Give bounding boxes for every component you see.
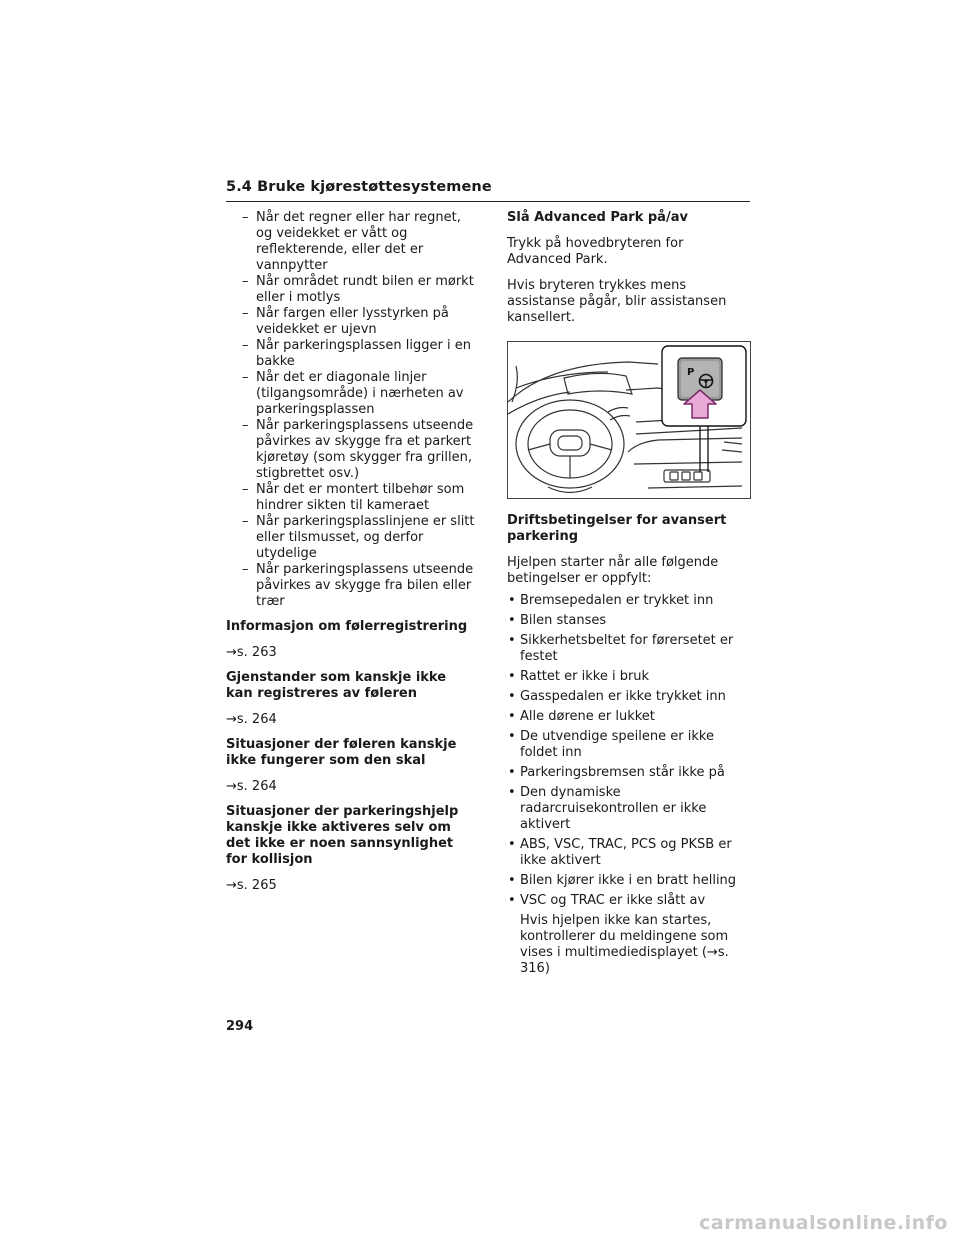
list-item: • ABS, VSC, TRAC, PCS og PKSB er ikke aktivert [507, 837, 751, 869]
list-item: • Den dynamiske radarcruisekontrollen er ikke aktivert [507, 785, 751, 833]
list-item: – Når parkeringsplasslinjene er slitt eller tilsmusset, og derfor utydelige [226, 514, 476, 562]
page-reference-link[interactable]: →s. 264 [226, 712, 277, 727]
page-reference-link[interactable]: →s. 263 [226, 645, 277, 660]
section-heading-undetectable-objects: Gjenstander som kanskje ikke kan registreres av føleren [226, 670, 447, 701]
park-button-label: P [687, 367, 695, 378]
section-heading-sensor-info: Informasjon om følerregistrering [226, 619, 468, 634]
section-heading-sensor-malfunction: Situasjoner der føleren kanskje ikke fungerer som den skal [226, 737, 457, 768]
right-column [507, 210, 751, 977]
list-item: – Når det er diagonale linjer (tilgangsområde) i nærheten av parkeringsplassen [226, 370, 476, 418]
list-item: • Bilen stanses [507, 613, 751, 629]
paragraph: Trykk på hovedbryteren for Advanced Park. [507, 236, 684, 267]
heading-advanced-park-toggle: Slå Advanced Park på/av [507, 210, 688, 225]
paragraph: Hvis bryteren trykkes mens assistanse pågår, blir assistansen kansellert. [507, 278, 727, 325]
condition-bullet-list [507, 593, 751, 909]
watermark: carmanualsonline.info [699, 1212, 948, 1234]
list-item: – Når parkeringsplassens utseende påvirkes av skygge fra bilen eller trær [226, 562, 476, 610]
list-item: • Gasspedalen er ikke trykket inn [507, 689, 751, 705]
list-item: • VSC og TRAC er ikke slått av [507, 893, 751, 909]
paragraph: Hjelpen starter når alle følgende betingelser er oppfylt: [507, 555, 719, 586]
list-item: – Når fargen eller lysstyrken på veidekket er ujevn [226, 306, 476, 338]
dashboard-illustration [507, 341, 751, 499]
condition-list [226, 210, 476, 610]
list-item: – Når parkeringsplassen ligger i en bakke [226, 338, 476, 370]
list-item: • De utvendige speilene er ikke foldet inn [507, 729, 751, 761]
list-item: • Bremsepedalen er trykket inn [507, 593, 751, 609]
heading-operating-conditions: Driftsbetingelser for avansert parkering [507, 513, 727, 544]
section-heading-unexpected-activation: Situasjoner der parkeringshjelp kanskje ikke aktiveres selv om det ikke er noen sannsynlighet for kollisjon [226, 804, 459, 867]
note-paragraph: Hvis hjelpen ikke kan startes, kontrollerer du meldingene som vises i multimediedisplayet (→s. 316) [520, 913, 729, 976]
list-item: • Bilen kjører ikke i en bratt helling [507, 873, 751, 889]
list-item: • Rattet er ikke i bruk [507, 669, 751, 685]
list-item: • Sikkerhetsbeltet for førersetet er festet [507, 633, 751, 665]
left-column [226, 210, 476, 894]
list-item: • Parkeringsbremsen står ikke på [507, 765, 751, 781]
list-item: • Alle dørene er lukket [507, 709, 751, 725]
list-item: – Når det er montert tilbehør som hindrer sikten til kameraet [226, 482, 476, 514]
section-header: 5.4 Bruke kjørestøttesystemene [226, 179, 750, 202]
list-item: – Når området rundt bilen er mørkt eller i motlys [226, 274, 476, 306]
list-item: – Når det regner eller har regnet, og veidekket er vått og reflekterende, eller det er vannpytter [226, 210, 476, 274]
page-number: 294 [226, 1019, 254, 1034]
list-item: – Når parkeringsplassens utseende påvirkes av skygge fra et parkert kjøretøy (som skygger fra grillen, stigbrettet osv.) [226, 418, 476, 482]
page-reference-link[interactable]: →s. 265 [226, 878, 277, 893]
page-reference-link[interactable]: →s. 264 [226, 779, 277, 794]
dashboard-drawing [508, 342, 750, 498]
